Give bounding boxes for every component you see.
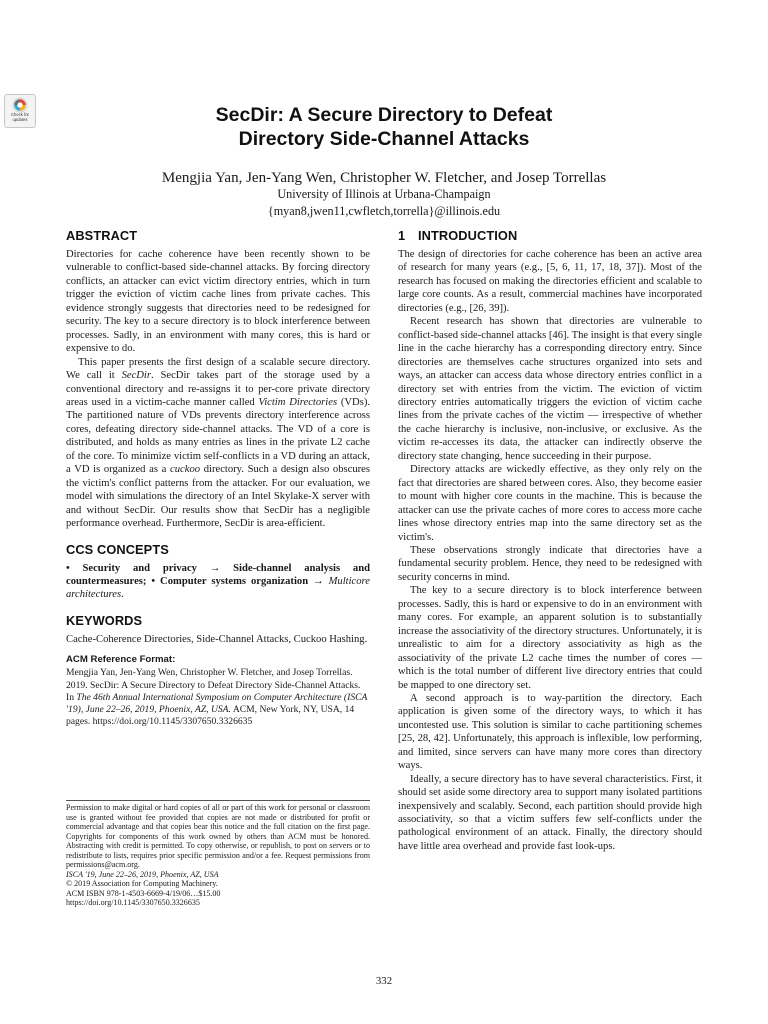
abstract-heading: ABSTRACT bbox=[66, 228, 138, 243]
doi-link[interactable]: https://doi.org/10.1145/3307650.3326635 bbox=[66, 898, 200, 908]
reference-heading: ACM Reference Format: bbox=[66, 654, 176, 666]
left-column bbox=[66, 228, 370, 728]
conference-line: ISCA '19, June 22–26, 2019, Phoenix, AZ, USA bbox=[66, 869, 219, 879]
reference-citation: Mengjia Yan, Jen-Yang Wen, Christopher W. Fletcher, and Josep Torrellas. 2019. SecDir: A Secure Directory to Defeat Directory Side-Channel Attacks. In The 46th Annual International Symposium on Computer Architecture (ISCA '19), June 22–26, 2019, Phoenix, AZ, USA. ACM, New York, NY, USA, 14 pages. https://doi.org/10.1145/3307650.3326635 bbox=[66, 667, 368, 728]
page-number: 332 bbox=[375, 975, 393, 987]
intro-paragraph-7: Ideally, a secure directory has to have several characteristics. First, it should set aside some directory area to support many isolated partitions inexpensively and scalably. Second, each partition should provide high associativity, so that a victim suffers few self-conflicts under the pathological environment of an attack. Finally, the directory should have little area overhead and provide fast look-ups. bbox=[398, 773, 702, 852]
cuckoo-emphasis: cuckoo bbox=[170, 464, 201, 476]
permission-text: Permission to make digital or hard copies of all or part of this work for personal or classroom use is granted without fee provided that copies are not made or distributed for profit or commercial advantage and that copies bear this notice and the full citation on the first page. Copyrights for components of this work owned by others than ACM must be honored. Abstracting with credit is permitted. To copy otherwise, or republish, to post on servers or to redistribute to lists, requires prior specific permission and/or a fee. Request permissions from permissions@acm.org. bbox=[66, 803, 370, 870]
affiliation: University of Illinois at Urbana-Champaign bbox=[277, 187, 491, 201]
author-emails: {myan8,jwen11,cwfletch,torrella}@illinois.edu bbox=[267, 204, 501, 218]
right-column bbox=[398, 228, 702, 853]
introduction-heading bbox=[398, 228, 702, 244]
intro-paragraph-1: The design of directories for cache coherence has been an active area of research for many years (e.g., [5, 6, 11, 17, 18, 37]). Most of the research has focused on making the directories efficient and scalable to large core counts. As a result, commercial machines have incorporated directories (e.g., [26, 39]). bbox=[398, 249, 702, 314]
abstract-paragraph-2: This paper presents the first design of a scalable secure directory. We call it SecDir. SecDir takes part of the storage used by a conventional directory and re-assigns it to per-core private directory areas used in a victim-cache manner called Victim Directories (VDs). The partitioned nature of VDs prevents directory interference across cores, defeating directory side-channel attacks. The VD of a core is distributed, and holds as many entries as lines in the private L2 cache of the core. To minimize victim self-conflicts in a VD during an attack, a VD is organized as a cuckoo directory. Such a design also obscures the victim's conflict patterns from the attacker. For our evaluation, we model with simulations the directory of an Intel Skylake-X server with and without SecDir. Our results show that SecDir has a negligible performance overhead. Furthermore, SecDir is area-efficient. bbox=[66, 356, 370, 530]
ccs-concepts-text: • Security and privacy → Side-channel analysis and countermeasures; • Computer systems organization → Multicore architectures. bbox=[66, 562, 370, 601]
permission-footnote bbox=[66, 800, 370, 908]
ccs-concepts-heading: CCS CONCEPTS bbox=[66, 541, 169, 557]
intro-paragraph-6: A second approach is to way-partition the directory. Each application is given some of the directory ways, to which it has uncontested use. This solution is similar to cache partitioning schemes [25, 28, 42]. Unfortunately, this approach is inflexible, low performing, and limited, since servers can have many more cores than directory ways. bbox=[398, 692, 702, 772]
paper-title bbox=[0, 103, 768, 151]
secdir-emphasis: SecDir bbox=[121, 370, 151, 382]
section-title: INTRODUCTION bbox=[418, 228, 518, 243]
intro-paragraph-5: The key to a secure directory is to block interference between processes. Sadly, this is hard or expensive to do in an environment with many cores. For example, an apparent solution is to substantially increase the associativity of the directory structures. Unfortunately, it is unrealistic to aim for a directory associativity as high as the associativity of the private L2 cache times the number of cores — which is the total number of different live directory entries that could be mapped to one directory set. bbox=[398, 585, 702, 691]
title-line-2: Directory Side-Channel Attacks bbox=[238, 128, 530, 150]
isbn-line: ACM ISBN 978-1-4503-6669-4/19/06…$15.00 bbox=[66, 888, 221, 898]
keywords-text: Cache-Coherence Directories, Side-Channel Attacks, Cuckoo Hashing. bbox=[66, 633, 368, 645]
victim-directories-emphasis: Victim Directories bbox=[258, 396, 338, 408]
keywords-heading: KEYWORDS bbox=[66, 612, 143, 628]
acm-reference-format bbox=[66, 654, 370, 728]
section-number: 1 bbox=[398, 228, 406, 243]
intro-paragraph-2: Recent research has shown that directories are vulnerable to conflict-based side-channel attacks [46]. The insight is that every single line in the cache hierarchy has a corresponding directory entry. Since directories are themselves cache structures organized into sets and ways, an attacker can access data whose directory entries conflict in a directory set with entries from the victim. The eviction of victim directory entries automatically triggers the eviction of victim cache lines from the private caches of the victim — irrespective of whether the cache hierarchy is inclusive, non-inclusive, or exclusive. As the victim re-accesses its data, the attacker can indirectly observe the directory state changing, hence succeeding in their purpose. bbox=[398, 316, 702, 462]
reference-venue: The 46th Annual International Symposium on Computer Architecture (ISCA '19), June 22–26, 2019, Phoenix, AZ, USA. bbox=[66, 691, 368, 715]
abstract-paragraph-1: Directories for cache coherence have been recently shown to be vulnerable to conflict-based side-channel attacks. By forcing directory conflicts, an attacker can evict victim directory entries, which in turn trigger the eviction of victim cache lines from private caches. This evidence strongly suggests that directories need to be redesigned for security. The key to a secure directory is to block interference between processes. Sadly, in an environment with many cores, this is hard or expensive to do. bbox=[66, 249, 370, 355]
title-line-1: SecDir: A Secure Directory to Defeat bbox=[215, 104, 553, 126]
copyright-line: © 2019 Association for Computing Machinery. bbox=[66, 879, 218, 889]
intro-paragraph-4: These observations strongly indicate that directories have a fundamental security problem. Hence, they need to be redesigned with security concerns in mind. bbox=[398, 544, 702, 583]
badge-label: Check for updates bbox=[11, 112, 29, 122]
author-list: Mengjia Yan, Jen-Yang Wen, Christopher W. Fletcher, and Josep Torrellas bbox=[161, 170, 607, 186]
intro-paragraph-3: Directory attacks are wickedly effective, as they only rely on the fact that directories are shared between cores. Also, they become easier to mount with higher core counts in the machine. This is because the attacker can use the private caches of more cores to access more cache lines whose directory entries map into the same directory set as the victim's. bbox=[398, 464, 702, 543]
